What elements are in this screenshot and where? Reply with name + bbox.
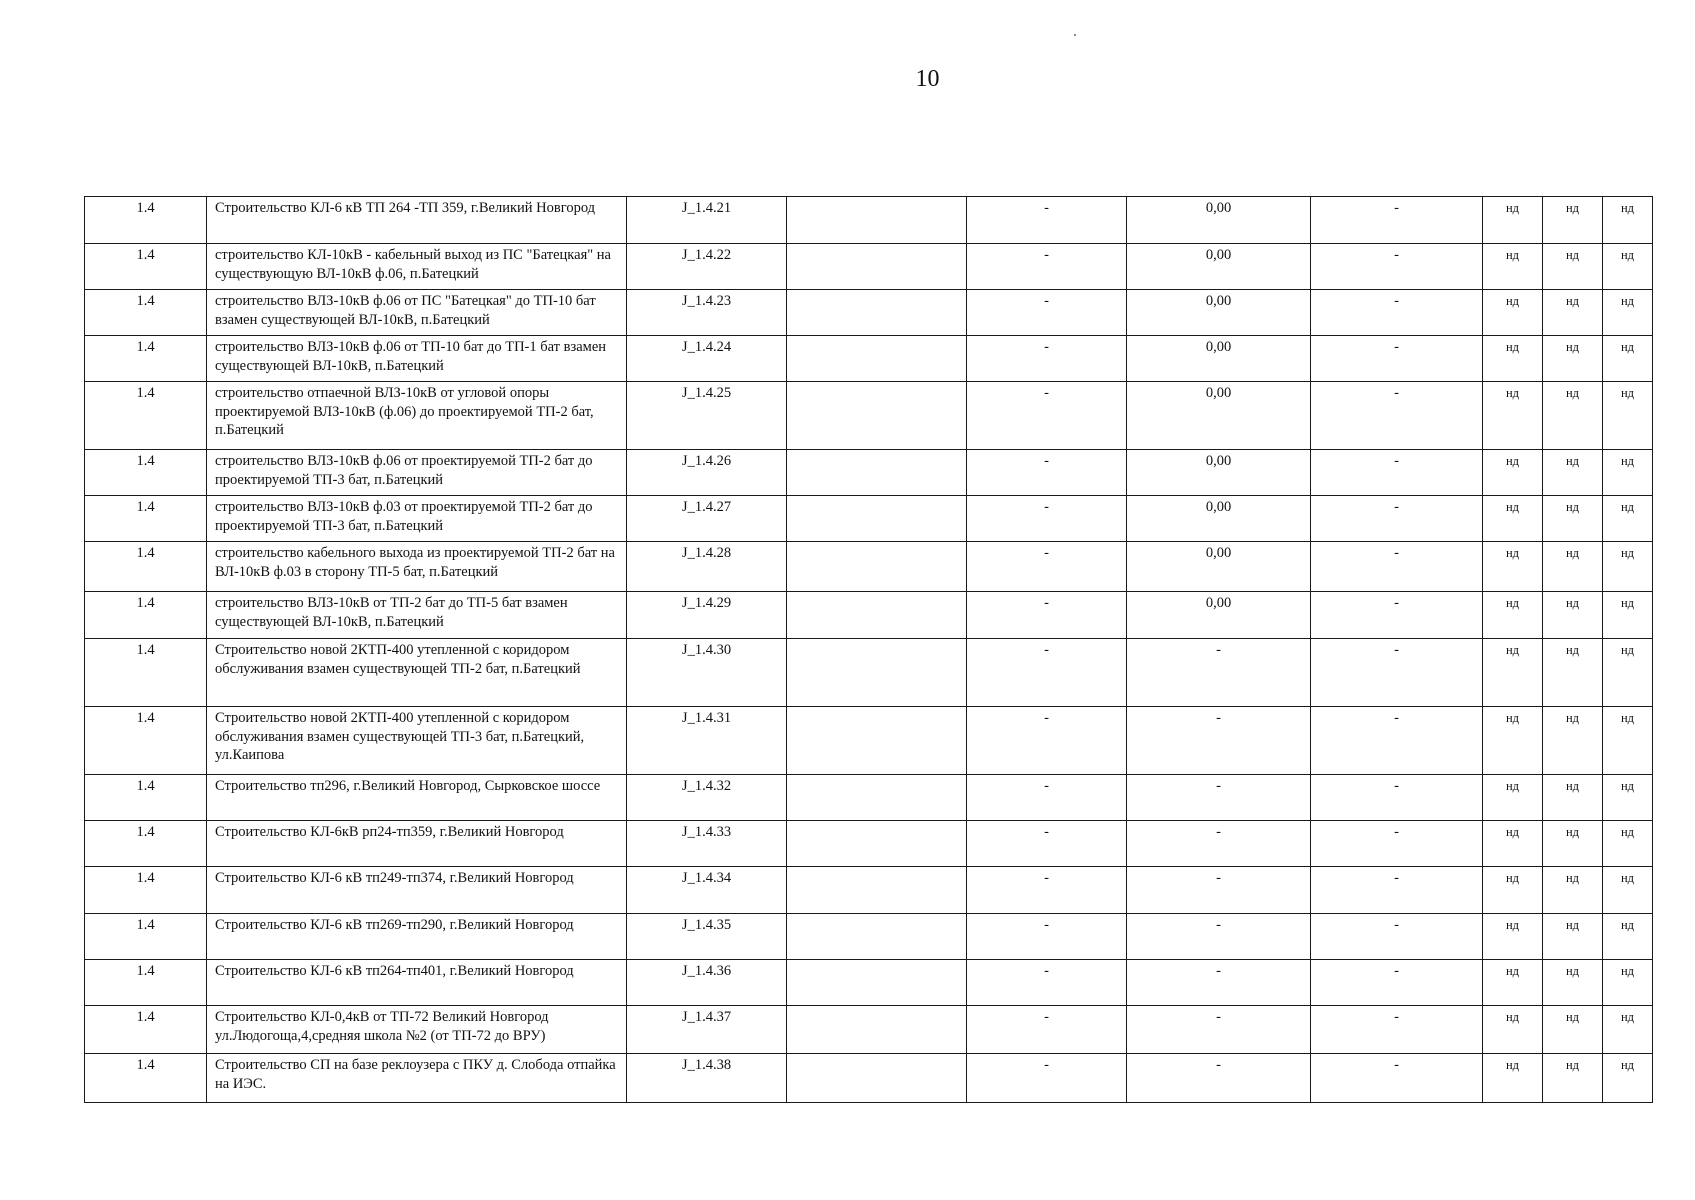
- project-code: J_1.4.31: [627, 707, 787, 775]
- col8-value: нд: [1483, 542, 1543, 592]
- col4-value: [787, 867, 967, 914]
- col10-value: нд: [1603, 496, 1653, 542]
- col9-value: нд: [1543, 1054, 1603, 1103]
- col5-value: -: [967, 960, 1127, 1006]
- project-name: строительство ВЛЗ-10кВ ф.03 от проектируемой ТП-2 бат до проектируемой ТП-3 бат, п.Батецкий: [207, 496, 627, 542]
- col6-value: 0,00: [1127, 197, 1311, 244]
- col9-value: нд: [1543, 244, 1603, 290]
- col8-value: нд: [1483, 450, 1543, 496]
- col9-value: нд: [1543, 450, 1603, 496]
- row-number: 1.4: [85, 867, 207, 914]
- col9-value: нд: [1543, 1006, 1603, 1054]
- col6-value: -: [1127, 867, 1311, 914]
- project-code: J_1.4.24: [627, 336, 787, 382]
- col5-value: -: [967, 496, 1127, 542]
- col7-value: -: [1311, 450, 1483, 496]
- project-code: J_1.4.29: [627, 592, 787, 639]
- col4-value: [787, 821, 967, 867]
- col8-value: нд: [1483, 867, 1543, 914]
- col5-value: -: [967, 450, 1127, 496]
- table-row: [85, 496, 1653, 542]
- col10-value: нд: [1603, 821, 1653, 867]
- col7-value: -: [1311, 542, 1483, 592]
- col10-value: нд: [1603, 1006, 1653, 1054]
- col9-value: нд: [1543, 960, 1603, 1006]
- col4-value: [787, 775, 967, 821]
- page-number: 10: [915, 66, 940, 92]
- col5-value: -: [967, 244, 1127, 290]
- row-number: 1.4: [85, 542, 207, 592]
- col10-value: нд: [1603, 244, 1653, 290]
- col5-value: -: [967, 336, 1127, 382]
- col4-value: [787, 914, 967, 960]
- project-name: Строительство КЛ-6 кВ тп269-тп290, г.Великий Новгород: [207, 914, 627, 960]
- project-name: Строительство СП на базе реклоузера с ПКУ д. Слобода отпайка на ИЭС.: [207, 1054, 627, 1103]
- project-name: строительство ВЛЗ-10кВ ф.06 от ПС "Батецкая" до ТП-10 бат взамен существующей ВЛ-10кВ, п.Батецкий: [207, 290, 627, 336]
- col9-value: нд: [1543, 639, 1603, 707]
- col5-value: -: [967, 707, 1127, 775]
- col10-value: нд: [1603, 382, 1653, 450]
- col8-value: нд: [1483, 290, 1543, 336]
- col10-value: нд: [1603, 542, 1653, 592]
- project-name: строительство ВЛЗ-10кВ ф.06 от проектируемой ТП-2 бат до проектируемой ТП-3 бат, п.Батецкий: [207, 450, 627, 496]
- col6-value: 0,00: [1127, 336, 1311, 382]
- row-number: 1.4: [85, 821, 207, 867]
- col7-value: -: [1311, 336, 1483, 382]
- col10-value: нд: [1603, 914, 1653, 960]
- col4-value: [787, 244, 967, 290]
- col8-value: нд: [1483, 336, 1543, 382]
- row-number: 1.4: [85, 496, 207, 542]
- project-name: Строительство новой 2КТП-400 утепленной с коридором обслуживания взамен существующей ТП-3 бат, п.Батецкий, ул.Каипова: [207, 707, 627, 775]
- table-row: [85, 775, 1653, 821]
- project-name: Строительство КЛ-6 кВ ТП 264 -ТП 359, г.Великий Новгород: [207, 197, 627, 244]
- col8-value: нд: [1483, 821, 1543, 867]
- col10-value: нд: [1603, 707, 1653, 775]
- col7-value: -: [1311, 775, 1483, 821]
- table-row: [85, 336, 1653, 382]
- col8-value: нд: [1483, 496, 1543, 542]
- col8-value: нд: [1483, 960, 1543, 1006]
- row-number: 1.4: [85, 382, 207, 450]
- col7-value: -: [1311, 707, 1483, 775]
- table-row: [85, 197, 1653, 244]
- col10-value: нд: [1603, 450, 1653, 496]
- col9-value: нд: [1543, 821, 1603, 867]
- col5-value: -: [967, 775, 1127, 821]
- project-code: J_1.4.26: [627, 450, 787, 496]
- col7-value: -: [1311, 914, 1483, 960]
- col4-value: [787, 960, 967, 1006]
- col9-value: нд: [1543, 707, 1603, 775]
- project-name: Строительство КЛ-6 кВ тп249-тп374, г.Великий Новгород: [207, 867, 627, 914]
- col4-value: [787, 592, 967, 639]
- row-number: 1.4: [85, 244, 207, 290]
- col8-value: нд: [1483, 639, 1543, 707]
- col4-value: [787, 1054, 967, 1103]
- row-number: 1.4: [85, 639, 207, 707]
- col4-value: [787, 639, 967, 707]
- col6-value: -: [1127, 639, 1311, 707]
- col8-value: нд: [1483, 1054, 1543, 1103]
- col7-value: -: [1311, 1006, 1483, 1054]
- project-code: J_1.4.34: [627, 867, 787, 914]
- col10-value: нд: [1603, 290, 1653, 336]
- project-name: строительство отпаечной ВЛЗ-10кВ от угловой опоры проектируемой ВЛЗ-10кВ (ф.06) до проектируемой ТП-2 бат, п.Батецкий: [207, 382, 627, 450]
- col5-value: -: [967, 382, 1127, 450]
- col6-value: 0,00: [1127, 592, 1311, 639]
- projects-table: [84, 196, 1653, 1103]
- col5-value: -: [967, 197, 1127, 244]
- col9-value: нд: [1543, 867, 1603, 914]
- col7-value: -: [1311, 639, 1483, 707]
- row-number: 1.4: [85, 775, 207, 821]
- col5-value: -: [967, 914, 1127, 960]
- col6-value: -: [1127, 960, 1311, 1006]
- row-number: 1.4: [85, 707, 207, 775]
- col4-value: [787, 290, 967, 336]
- col8-value: нд: [1483, 592, 1543, 639]
- col5-value: -: [967, 592, 1127, 639]
- col7-value: -: [1311, 496, 1483, 542]
- table-row: [85, 1006, 1653, 1054]
- project-code: J_1.4.38: [627, 1054, 787, 1103]
- table-row: [85, 960, 1653, 1006]
- table-row: [85, 542, 1653, 592]
- col7-value: -: [1311, 592, 1483, 639]
- col8-value: нд: [1483, 775, 1543, 821]
- project-name: Строительство КЛ-6кВ рп24-тп359, г.Великий Новгород: [207, 821, 627, 867]
- col4-value: [787, 707, 967, 775]
- table-row: [85, 639, 1653, 707]
- col10-value: нд: [1603, 867, 1653, 914]
- project-name: строительство кабельного выхода из проектируемой ТП-2 бат на ВЛ-10кВ ф.03 в сторону ТП-5 бат, п.Батецкий: [207, 542, 627, 592]
- col6-value: 0,00: [1127, 496, 1311, 542]
- col5-value: -: [967, 1054, 1127, 1103]
- project-name: Строительство тп296, г.Великий Новгород, Сырковское шоссе: [207, 775, 627, 821]
- table-row: [85, 914, 1653, 960]
- col7-value: -: [1311, 1054, 1483, 1103]
- col9-value: нд: [1543, 775, 1603, 821]
- col7-value: -: [1311, 867, 1483, 914]
- col9-value: нд: [1543, 914, 1603, 960]
- table-row: [85, 821, 1653, 867]
- col4-value: [787, 382, 967, 450]
- scan-speck: [1074, 34, 1076, 36]
- table-body: [85, 197, 1653, 1103]
- col9-value: нд: [1543, 290, 1603, 336]
- col9-value: нд: [1543, 592, 1603, 639]
- table-row: [85, 244, 1653, 290]
- col6-value: -: [1127, 1006, 1311, 1054]
- project-code: J_1.4.33: [627, 821, 787, 867]
- row-number: 1.4: [85, 1054, 207, 1103]
- col10-value: нд: [1603, 639, 1653, 707]
- col7-value: -: [1311, 821, 1483, 867]
- project-code: J_1.4.37: [627, 1006, 787, 1054]
- col8-value: нд: [1483, 914, 1543, 960]
- row-number: 1.4: [85, 336, 207, 382]
- project-code: J_1.4.27: [627, 496, 787, 542]
- project-code: J_1.4.30: [627, 639, 787, 707]
- row-number: 1.4: [85, 290, 207, 336]
- row-number: 1.4: [85, 914, 207, 960]
- project-code: J_1.4.36: [627, 960, 787, 1006]
- col7-value: -: [1311, 290, 1483, 336]
- row-number: 1.4: [85, 1006, 207, 1054]
- col6-value: -: [1127, 1054, 1311, 1103]
- project-name: Строительство КЛ-6 кВ тп264-тп401, г.Великий Новгород: [207, 960, 627, 1006]
- table-row: [85, 290, 1653, 336]
- project-code: J_1.4.35: [627, 914, 787, 960]
- col9-value: нд: [1543, 336, 1603, 382]
- col5-value: -: [967, 1006, 1127, 1054]
- col9-value: нд: [1543, 197, 1603, 244]
- col6-value: 0,00: [1127, 244, 1311, 290]
- row-number: 1.4: [85, 960, 207, 1006]
- col8-value: нд: [1483, 382, 1543, 450]
- row-number: 1.4: [85, 592, 207, 639]
- row-number: 1.4: [85, 197, 207, 244]
- col6-value: 0,00: [1127, 382, 1311, 450]
- table-row: [85, 1054, 1653, 1103]
- col6-value: -: [1127, 775, 1311, 821]
- col10-value: нд: [1603, 197, 1653, 244]
- row-number: 1.4: [85, 450, 207, 496]
- project-code: J_1.4.28: [627, 542, 787, 592]
- col4-value: [787, 336, 967, 382]
- col7-value: -: [1311, 197, 1483, 244]
- col10-value: нд: [1603, 1054, 1653, 1103]
- col4-value: [787, 496, 967, 542]
- project-name: Строительство новой 2КТП-400 утепленной с коридором обслуживания взамен существующей ТП-2 бат, п.Батецкий: [207, 639, 627, 707]
- col8-value: нд: [1483, 244, 1543, 290]
- col4-value: [787, 1006, 967, 1054]
- project-code: J_1.4.21: [627, 197, 787, 244]
- project-code: J_1.4.32: [627, 775, 787, 821]
- project-name: Строительство КЛ-0,4кВ от ТП-72 Великий Новгород ул.Людогоща,4,средняя школа №2 (от ТП-72 до ВРУ): [207, 1006, 627, 1054]
- project-name: строительство КЛ-10кВ - кабельный выход из ПС "Батецкая" на существующую ВЛ-10кВ ф.06, п.Батецкий: [207, 244, 627, 290]
- table-row: [85, 382, 1653, 450]
- col8-value: нд: [1483, 197, 1543, 244]
- project-name: строительство ВЛЗ-10кВ от ТП-2 бат до ТП-5 бат взамен существующей ВЛ-10кВ, п.Батецкий: [207, 592, 627, 639]
- col6-value: 0,00: [1127, 450, 1311, 496]
- col8-value: нд: [1483, 1006, 1543, 1054]
- table-row: [85, 450, 1653, 496]
- col5-value: -: [967, 290, 1127, 336]
- col10-value: нд: [1603, 960, 1653, 1006]
- table-row: [85, 707, 1653, 775]
- col5-value: -: [967, 542, 1127, 592]
- col5-value: -: [967, 867, 1127, 914]
- col6-value: -: [1127, 707, 1311, 775]
- col5-value: -: [967, 821, 1127, 867]
- project-code: J_1.4.25: [627, 382, 787, 450]
- col4-value: [787, 197, 967, 244]
- project-code: J_1.4.23: [627, 290, 787, 336]
- col8-value: нд: [1483, 707, 1543, 775]
- col9-value: нд: [1543, 382, 1603, 450]
- col10-value: нд: [1603, 775, 1653, 821]
- col7-value: -: [1311, 244, 1483, 290]
- col9-value: нд: [1543, 542, 1603, 592]
- col6-value: -: [1127, 914, 1311, 960]
- col6-value: 0,00: [1127, 542, 1311, 592]
- col4-value: [787, 450, 967, 496]
- col6-value: 0,00: [1127, 290, 1311, 336]
- table-row: [85, 592, 1653, 639]
- col5-value: -: [967, 639, 1127, 707]
- col7-value: -: [1311, 382, 1483, 450]
- col9-value: нд: [1543, 496, 1603, 542]
- project-code: J_1.4.22: [627, 244, 787, 290]
- col10-value: нд: [1603, 336, 1653, 382]
- col10-value: нд: [1603, 592, 1653, 639]
- col7-value: -: [1311, 960, 1483, 1006]
- project-name: строительство ВЛЗ-10кВ ф.06 от ТП-10 бат до ТП-1 бат взамен существующей ВЛ-10кВ, п.Батецкий: [207, 336, 627, 382]
- table-row: [85, 867, 1653, 914]
- col4-value: [787, 542, 967, 592]
- col6-value: -: [1127, 821, 1311, 867]
